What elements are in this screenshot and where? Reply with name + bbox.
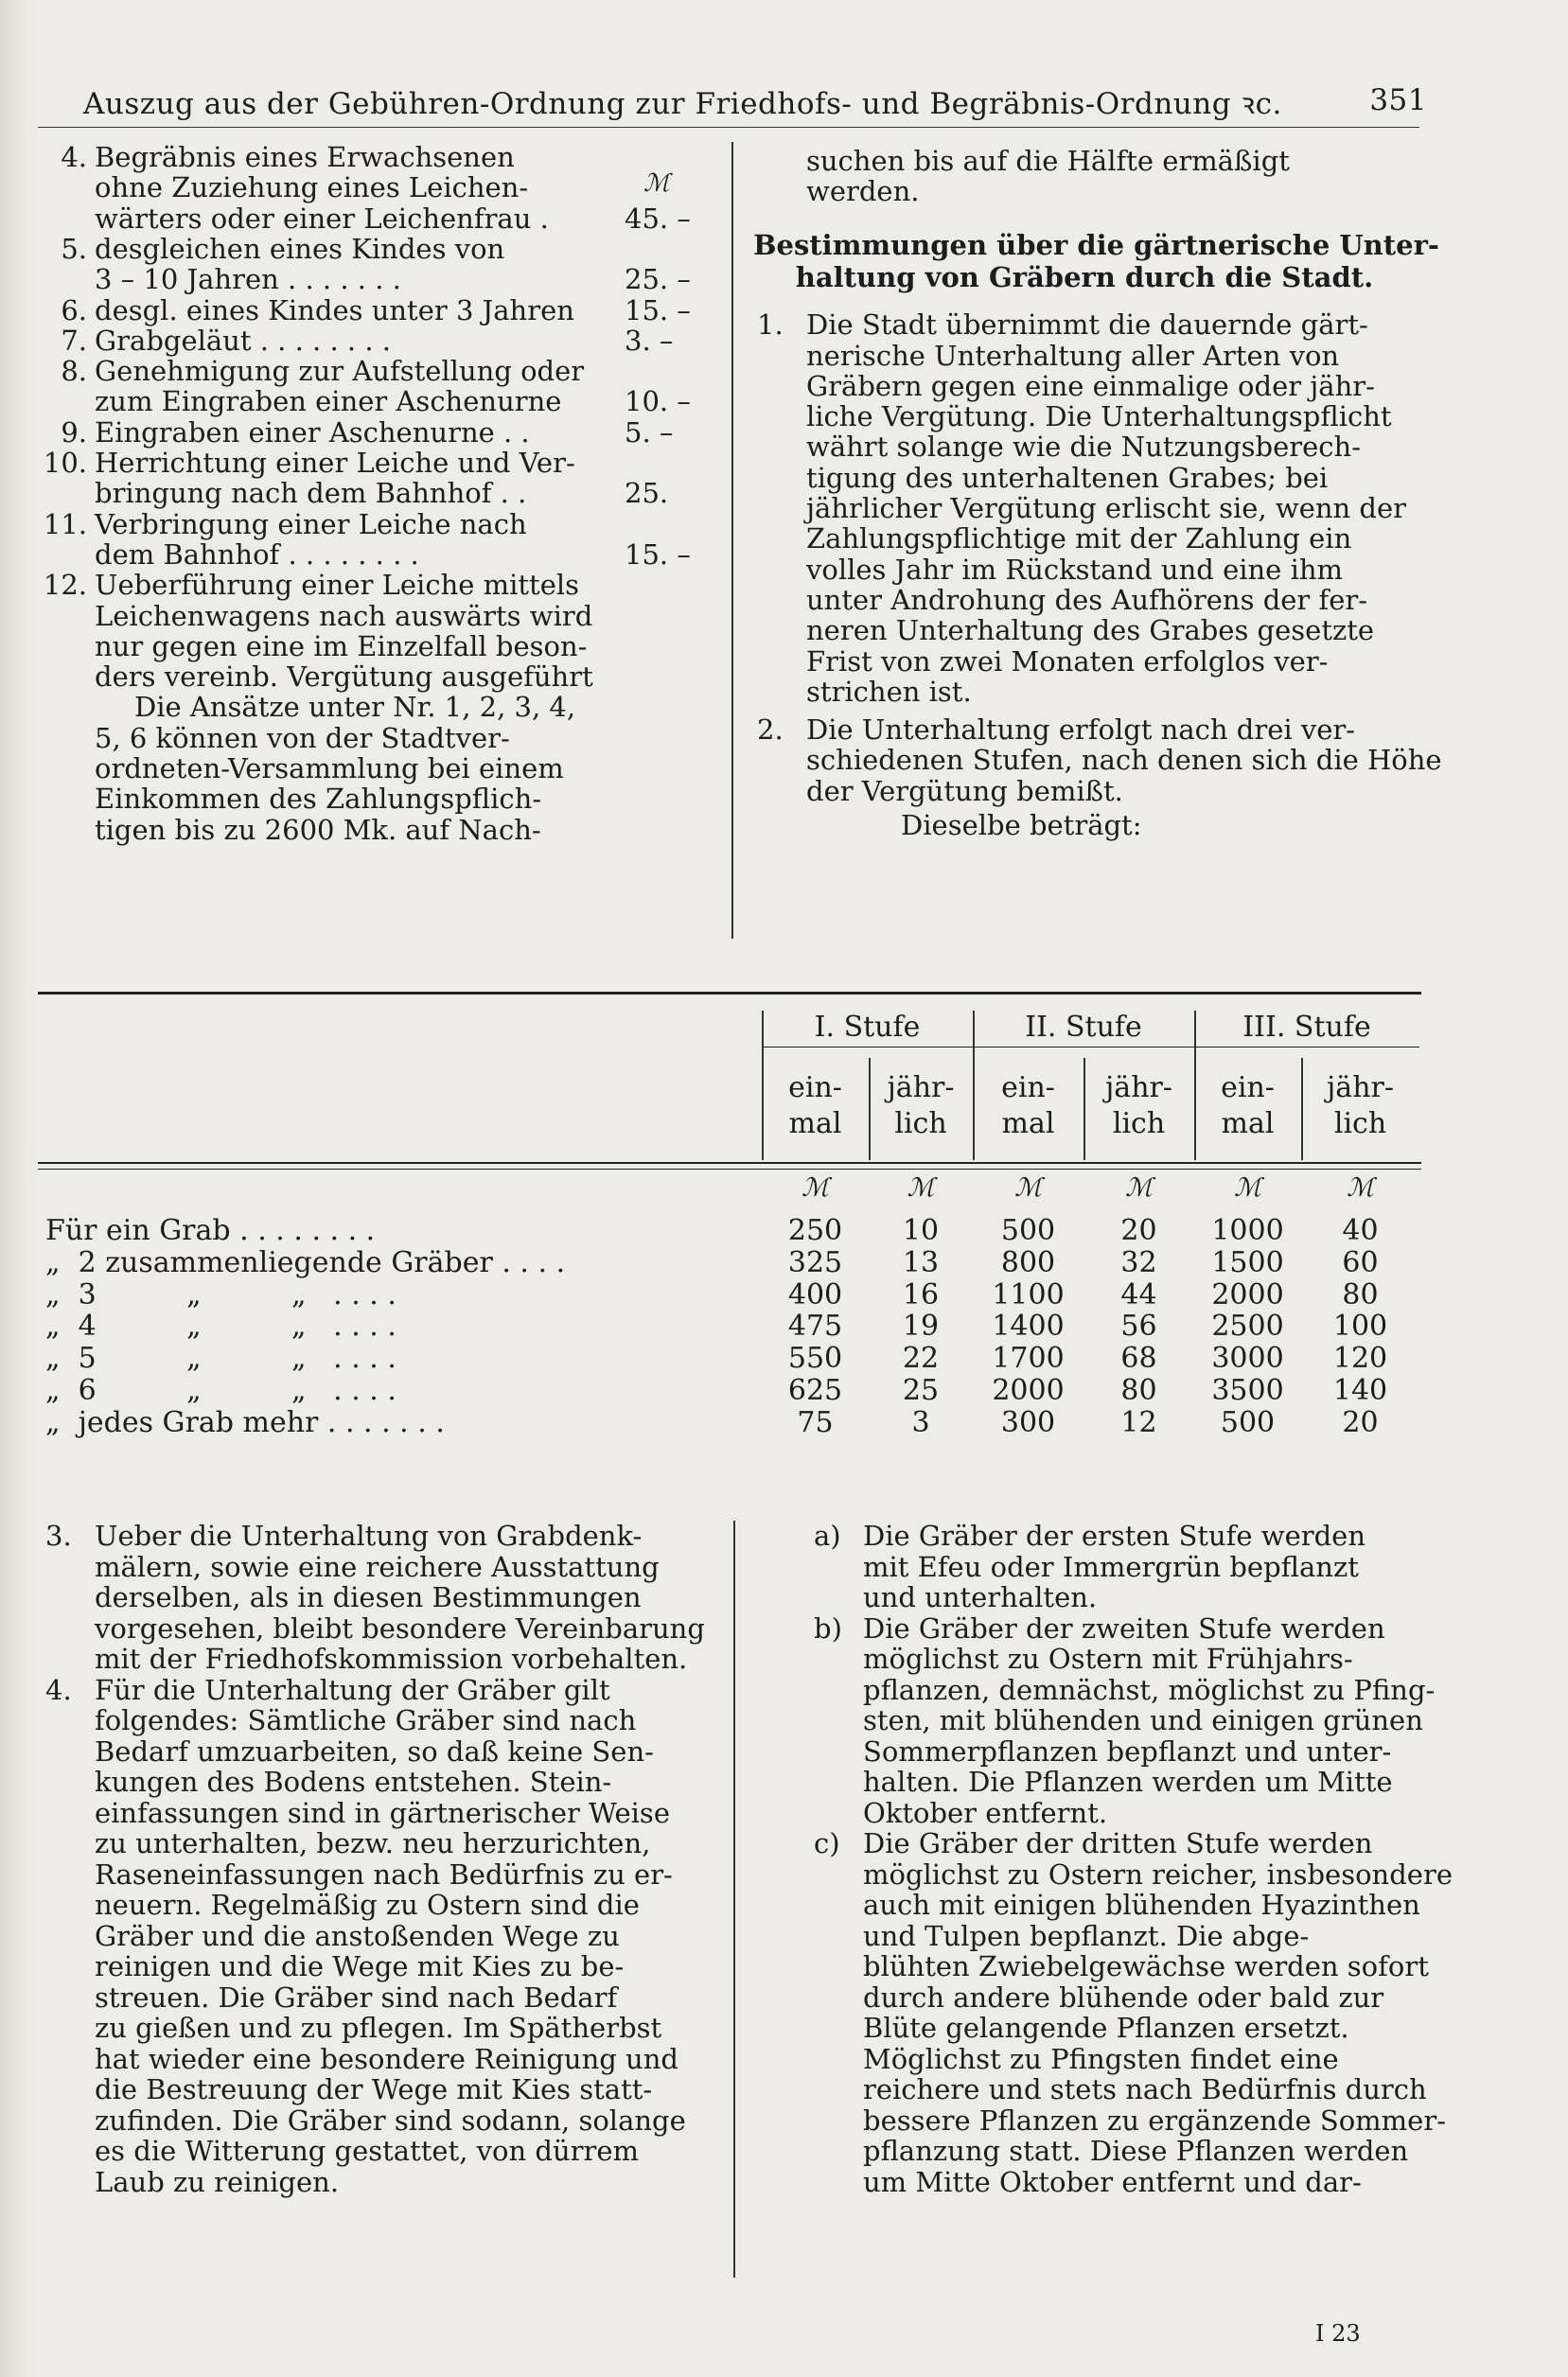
- fee-row-label: Für ein Grab . . . . . . . .: [45, 1214, 376, 1247]
- body-line: mit Efeu oder Immergrün bepflanzt: [863, 1550, 1359, 1583]
- sub-heading: ein-: [788, 1071, 842, 1104]
- body-line: möglichst zu Ostern mit Frühjahrs-: [863, 1643, 1353, 1675]
- fee-list-line: [95, 386, 625, 416]
- fee-list-text: Grabgeläut . . . . . . . .: [95, 324, 391, 357]
- fee-list-text: bringung nach dem Bahnhof . .: [95, 477, 527, 510]
- header-title: Auszug aus der Gebühren-Ordnung zur Friedhofs- und Begräbnis-Ordnung ꝛc.: [83, 87, 1282, 121]
- section-heading: haltung von Gräbern durch die Stadt.: [795, 260, 1374, 293]
- fee-cell: 40: [1342, 1214, 1379, 1247]
- right-text-line: Dieselbe beträgt:: [901, 809, 1142, 841]
- fee-list-text: 3 – 10 Jahren . . . . . . .: [95, 263, 401, 296]
- body-line: streuen. Die Gräber sind nach Bedarf: [95, 1981, 618, 2014]
- running-header: [83, 78, 1427, 125]
- fee-list-text: Eingraben einer Aschenurne . .: [95, 415, 530, 449]
- body-line: Raseneinfassungen nach Bedürfnis zu er-: [95, 1858, 673, 1891]
- fee-list-number: 11.: [43, 507, 87, 540]
- fee-row-label: „ 5 „ „ . . . .: [45, 1342, 396, 1376]
- fee-note-line: ordneten-Versammlung bei einem: [95, 752, 564, 784]
- fee-cell: 22: [902, 1342, 940, 1376]
- fee-note-line: Einkommen des Zahlungspflich-: [95, 783, 542, 816]
- body-line: folgendes: Sämtliche Gräber sind nach: [95, 1704, 637, 1736]
- right-text-line: strichen ist.: [806, 675, 972, 708]
- body-line: Bedarf umzuarbeiten, so daß keine Sen-: [95, 1734, 654, 1768]
- fee-list-text: desgleichen eines Kindes von: [95, 232, 505, 265]
- paragraph-number: 2.: [757, 713, 784, 747]
- fee-list-line: [95, 661, 625, 692]
- fee-cell: 2500: [1211, 1310, 1284, 1344]
- fee-list-text: Verbringung einer Leiche nach: [95, 507, 527, 540]
- unit-mark: ℳ: [1014, 1173, 1042, 1203]
- fee-amount: 25.: [625, 477, 669, 510]
- fee-cell: 80: [1342, 1277, 1379, 1312]
- paragraph-number: 1.: [757, 308, 784, 342]
- fee-cell: 325: [787, 1245, 843, 1279]
- fee-list-text: wärters oder einer Leichenfrau .: [95, 202, 549, 235]
- body-line: kungen des Bodens entstehen. Stein-: [95, 1766, 612, 1798]
- right-text-line: Die Stadt übernimmt die dauernde gärt-: [806, 308, 1368, 342]
- body-line: derselben, als in diesen Bestimmungen: [95, 1581, 642, 1613]
- fee-cell: 20: [1342, 1405, 1379, 1439]
- fee-cell: 12: [1120, 1405, 1157, 1439]
- right-text-line: währt solange wie die Nutzungsberech-: [806, 431, 1362, 464]
- fee-cell: 140: [1332, 1374, 1388, 1407]
- fee-cell: 80: [1120, 1374, 1157, 1407]
- sub-heading: lich: [1112, 1107, 1166, 1140]
- fee-list-text: dem Bahnhof . . . . . . . .: [95, 537, 419, 571]
- body-line: hat wieder eine besondere Reinigung und: [95, 2042, 678, 2075]
- body-line: zu gießen und zu pflegen. Im Spätherbst: [95, 2012, 662, 2044]
- right-text-line: werden.: [806, 175, 920, 208]
- fee-cell: 100: [1332, 1310, 1388, 1344]
- fee-note-line: Die Ansätze unter Nr. 1, 2, 3, 4,: [134, 691, 576, 724]
- body-line: und Tulpen bepflanzt. Die abge-: [863, 1919, 1310, 1952]
- fee-list-line: [95, 264, 625, 294]
- fee-list-number: 12.: [43, 569, 87, 602]
- fee-list-text: Genehmigung zur Aufstellung oder: [95, 355, 585, 388]
- table-top-rule: [38, 992, 1421, 995]
- body-line: pflanzen, demnächst, möglichst zu Pfing-: [863, 1673, 1436, 1706]
- header-rule: [38, 127, 1419, 128]
- fee-cell: 300: [1000, 1405, 1056, 1439]
- fee-cell: 32: [1120, 1245, 1157, 1279]
- right-text-line: Frist von zwei Monaten erfolglos ver-: [806, 644, 1329, 678]
- right-text-line: Zahlungspflichtige mit der Zahlung ein: [806, 522, 1352, 555]
- unit-mark: ℳ: [1234, 1173, 1261, 1203]
- fee-list-number: 4.: [61, 141, 87, 173]
- body-line: und unterhalten.: [863, 1581, 1098, 1613]
- body-line: Möglichst zu Pfingsten findet eine: [863, 2042, 1339, 2075]
- stufe-rule: [762, 1047, 1419, 1048]
- stufe-heading: III. Stufe: [1242, 1011, 1371, 1044]
- body-line: durch andere blühende oder bald zur: [863, 1981, 1384, 2014]
- body-line: sten, mit blühenden und einigen grünen: [863, 1704, 1423, 1736]
- fee-cell: 3500: [1211, 1374, 1284, 1407]
- fee-amount: 25. –: [625, 263, 691, 296]
- fee-note-line: 5, 6 können von der Stadtver-: [95, 721, 510, 754]
- fee-list-line: [95, 631, 625, 661]
- fee-list-line: [61, 355, 625, 388]
- fee-amount: 3. –: [625, 324, 674, 357]
- unit-mark: ℳ: [1125, 1173, 1153, 1203]
- body-line: möglichst zu Ostern reicher, insbesondere: [863, 1858, 1453, 1891]
- right-text-line: schiedenen Stufen, nach denen sich die Höhe: [806, 744, 1442, 777]
- fee-list-text: ders vereinb. Vergütung ausgeführt: [95, 660, 593, 694]
- fee-list-line: [61, 232, 625, 265]
- stufe-heading: II. Stufe: [1025, 1011, 1142, 1044]
- body-line: Sommerpflanzen bepflanzt und unter-: [863, 1734, 1392, 1768]
- unit-mark: ℳ: [1347, 1173, 1374, 1203]
- sub-heading: jähr-: [1327, 1071, 1394, 1104]
- body-line: die Bestreuung der Wege mit Kies statt-: [95, 2073, 653, 2105]
- fee-amount: 10. –: [625, 385, 691, 418]
- body-line: einfassungen sind in gärtnerischer Weise: [95, 1796, 670, 1829]
- sub-heading: ein-: [1001, 1071, 1055, 1104]
- table-header-rule-thin: [38, 1169, 1421, 1170]
- sub-heading: mal: [1221, 1107, 1275, 1140]
- body-line: zu unterhalten, bezw. neu herzurichten,: [95, 1827, 651, 1859]
- fee-list-text: Ueberführung einer Leiche mittels: [95, 569, 580, 602]
- fee-row-label: „ 3 „ „ . . . .: [45, 1277, 396, 1312]
- fee-amount: 5. –: [625, 415, 674, 449]
- fee-list-number: 8.: [61, 355, 87, 388]
- right-text-line: jährlicher Vergütung erlischt sie, wenn der: [806, 492, 1407, 524]
- body-line: vorgesehen, bleibt besondere Vereinbarung: [95, 1611, 705, 1645]
- fee-list-line: [95, 539, 625, 570]
- body-line: pflanzung statt. Diese Pflanzen werden: [863, 2135, 1409, 2167]
- right-text-line: der Vergütung bemißt.: [806, 774, 1123, 807]
- fee-list-line: [61, 415, 625, 449]
- fee-row-label: „ jedes Grab mehr . . . . . . .: [45, 1405, 445, 1439]
- fee-cell: 550: [787, 1342, 843, 1376]
- body-line: Die Gräber der dritten Stufe werden: [863, 1827, 1373, 1859]
- fee-row-label: „ 2 zusammenliegende Gräber . . . .: [45, 1245, 566, 1279]
- fee-cell: 1700: [992, 1342, 1065, 1376]
- fee-cell: 75: [797, 1405, 834, 1439]
- fee-amount: 15. –: [625, 537, 691, 571]
- fee-list-text: Leichenwagens nach auswärts wird: [95, 599, 593, 632]
- body-line: Die Gräber der zweiten Stufe werden: [863, 1611, 1385, 1645]
- right-text-line: Gräbern gegen eine einmalige oder jähr-: [806, 369, 1375, 402]
- fee-list-number: 10.: [43, 447, 87, 479]
- right-text-line: suchen bis auf die Hälfte ermäßigt: [806, 145, 1290, 177]
- body-line: zufinden. Die Gräber sind sodann, solange: [95, 2104, 686, 2137]
- paragraph-number: 3.: [45, 1520, 72, 1552]
- body-line: um Mitte Oktober entfernt und dar-: [863, 2165, 1362, 2198]
- fee-cell: 625: [787, 1374, 843, 1407]
- fee-cell: 13: [902, 1245, 940, 1279]
- fee-list-text: Herrichtung einer Leiche und Ver-: [95, 447, 575, 479]
- column-divider: [731, 142, 733, 939]
- list-letter: a): [814, 1520, 841, 1552]
- list-letter: b): [814, 1611, 842, 1645]
- sub-heading: ein-: [1221, 1071, 1275, 1104]
- body-line: Laub zu reinigen.: [95, 2165, 340, 2198]
- section-heading: Bestimmungen über die gärtnerische Unter-: [753, 228, 1439, 261]
- fee-note-line: tigen bis zu 2600 Mk. auf Nach-: [95, 813, 541, 846]
- body-line: reichere und stets nach Bedürfnis durch: [863, 2073, 1427, 2105]
- body-line: bessere Pflanzen zu ergänzende Sommer-: [863, 2104, 1446, 2137]
- right-text-line: nerische Unterhaltung aller Arten von: [806, 339, 1340, 372]
- fee-list-text: nur gegen eine im Einzelfall beson-: [95, 629, 588, 662]
- fee-cell: 16: [902, 1277, 940, 1312]
- body-line: halten. Die Pflanzen werden um Mitte: [863, 1766, 1393, 1798]
- fee-cell: 3000: [1211, 1342, 1284, 1376]
- fee-cell: 60: [1342, 1245, 1379, 1279]
- body-line: Blüte gelangende Pflanzen ersetzt.: [863, 2012, 1349, 2044]
- fee-list-number: 6.: [61, 293, 87, 326]
- page-number: 351: [1369, 83, 1427, 117]
- fee-cell: 1400: [992, 1310, 1065, 1344]
- body-line: auch mit einigen blühenden Hyazinthen: [863, 1889, 1420, 1921]
- body-line: neuern. Regelmäßig zu Ostern sind die: [95, 1889, 640, 1921]
- fee-cell: 1100: [992, 1277, 1065, 1312]
- right-text-line: tigung des unterhaltenen Grabes; bei: [806, 461, 1329, 494]
- stufe-heading: I. Stufe: [814, 1011, 921, 1044]
- bottom-column-divider: [733, 1521, 735, 2278]
- fee-list-line: [43, 507, 625, 540]
- fee-cell: 475: [787, 1310, 843, 1344]
- fee-cell: 10: [902, 1214, 940, 1247]
- unit-mark: ℳ: [907, 1173, 935, 1203]
- fee-cell: 25: [902, 1374, 940, 1407]
- body-line: Gräber und die anstoßenden Wege zu: [95, 1919, 620, 1952]
- fee-list-line: [95, 172, 625, 202]
- right-text-line: neren Unterhaltung des Grabes gesetzte: [806, 614, 1375, 647]
- fee-amount: 45. –: [625, 202, 691, 235]
- fee-list-line: [43, 447, 625, 479]
- fee-list-line: [95, 601, 625, 631]
- fee-list-number: 9.: [61, 415, 87, 449]
- fee-list-number: 7.: [61, 324, 87, 357]
- body-line: mit der Friedhofskommission vorbehalten.: [95, 1643, 688, 1675]
- right-text-line: volles Jahr im Rückstand und eine ihm: [806, 553, 1344, 586]
- body-line: Oktober entfernt.: [863, 1796, 1108, 1829]
- fee-row-label: „ 4 „ „ . . . .: [45, 1310, 396, 1344]
- sub-heading: lich: [894, 1107, 947, 1140]
- fee-cell: 2000: [992, 1374, 1065, 1407]
- body-line: Ueber die Unterhaltung von Grabdenk-: [95, 1520, 643, 1552]
- fee-row-label: „ 6 „ „ . . . .: [45, 1374, 396, 1407]
- right-text-line: liche Vergütung. Die Unterhaltungspflicht: [806, 400, 1392, 433]
- fee-cell: 56: [1120, 1310, 1157, 1344]
- right-text-line: unter Androhung des Aufhörens der fer-: [806, 583, 1368, 616]
- fee-cell: 2000: [1211, 1277, 1284, 1312]
- body-line: Für die Unterhaltung der Gräber gilt: [95, 1673, 610, 1706]
- fee-list-line: [61, 293, 625, 326]
- paragraph-number: 4.: [45, 1673, 72, 1706]
- fee-cell: 68: [1120, 1342, 1157, 1376]
- fee-list-text: ohne Zuziehung eines Leichen-: [95, 171, 529, 204]
- body-line: es die Witterung gestattet, von dürrem: [95, 2135, 640, 2167]
- right-text-line: Die Unterhaltung erfolgt nach drei ver-: [806, 713, 1356, 747]
- fee-cell: 500: [1000, 1214, 1056, 1247]
- fee-list-text: Begräbnis eines Erwachsenen: [95, 141, 515, 173]
- fee-list-line: [61, 324, 625, 357]
- fee-list-number: 5.: [61, 232, 87, 265]
- body-line: mälern, sowie eine reichere Ausstattung: [95, 1550, 660, 1583]
- sub-heading: mal: [788, 1107, 842, 1140]
- fee-cell: 3: [911, 1405, 930, 1439]
- fee-cell: 44: [1120, 1277, 1157, 1312]
- fee-cell: 250: [787, 1214, 843, 1247]
- fee-cell: 400: [787, 1277, 843, 1312]
- fee-cell: 1500: [1211, 1245, 1284, 1279]
- fee-amount: 15. –: [625, 293, 691, 326]
- printer-signature: I 23: [1315, 2320, 1361, 2347]
- sub-heading: lich: [1333, 1107, 1387, 1140]
- sub-heading: mal: [1001, 1107, 1055, 1140]
- body-line: reinigen und die Wege mit Kies zu be-: [95, 1950, 625, 1982]
- sub-heading: jähr-: [887, 1071, 955, 1104]
- fee-list-line: [61, 141, 625, 173]
- fee-cell: 120: [1332, 1342, 1388, 1376]
- fee-cell: 800: [1000, 1245, 1056, 1279]
- fee-cell: 20: [1120, 1214, 1157, 1247]
- body-line: Die Gräber der ersten Stufe werden: [863, 1520, 1366, 1552]
- fee-cell: 19: [902, 1310, 940, 1344]
- fee-cell: 1000: [1211, 1214, 1284, 1247]
- list-letter: c): [814, 1827, 840, 1859]
- fee-cell: 500: [1220, 1405, 1276, 1439]
- fee-list-text: desgl. eines Kindes unter 3 Jahren: [95, 293, 574, 326]
- body-line: blühten Zwiebelgewächse werden sofort: [863, 1950, 1429, 1982]
- fee-list-line: [95, 203, 625, 234]
- mark-unit: ℳ: [643, 169, 670, 199]
- fee-list-line: [43, 569, 625, 602]
- fee-list-text: zum Eingraben einer Aschenurne: [95, 385, 562, 418]
- sub-heading: jähr-: [1105, 1071, 1172, 1104]
- table-header-rule: [38, 1162, 1421, 1164]
- unit-mark: ℳ: [802, 1173, 829, 1203]
- fee-list-line: [95, 478, 625, 508]
